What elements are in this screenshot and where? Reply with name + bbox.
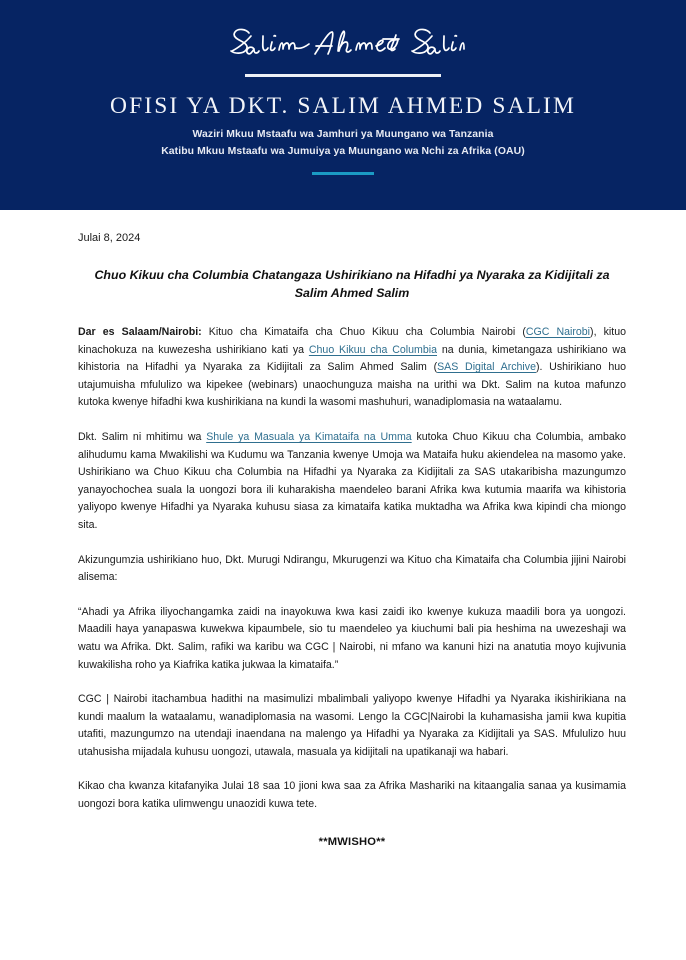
link-sas-digital-archive[interactable]: SAS Digital Archive	[437, 361, 536, 374]
paragraph-lead	[78, 324, 626, 412]
office-title: OFISI YA DKT. SALIM AHMED SALIM	[110, 93, 576, 119]
paragraph-1-text-part-2: ), kituo kinachokuza na kuwezesha ushirikiano kati ya	[78, 326, 626, 356]
link-cgc-nairobi[interactable]: CGC Nairobi	[525, 326, 591, 338]
paragraph-quote: “Ahadi ya Afrika iliyochangamka zaidi na inayokuwa kwa kasi zaidi iko kwenye kukuza maadili bora ya uongozi. Maadili haya yanapaswa kuwekwa kipaumbele, sio tu maendeleo ya kiuchumi bali pia heshima na uwezeshaji wa watu wa Afrika. Dkt. Salim, rafiki wa karibu wa CGC | Nairobi, ni mfano wa kanuni hizi na anatutia moyo kujivunia kuwakilisha roho ya Kiafrika katika jukwaa la kimataifa.”	[78, 605, 626, 671]
signature-block	[193, 18, 493, 77]
document-title: Chuo Kikuu cha Columbia Chatangaza Ushirikiano na Hifadhi ya Nyaraka za Kidijitali za Salim Ahmed Salim	[94, 268, 610, 300]
paragraph-biography	[78, 429, 626, 535]
paragraph-1-text-part-3: na dunia, kimetangaza ushirikiano wa kihistoria na Hifadhi ya Nyaraka za Kidijitali za Salim Ahmed Salim (	[78, 343, 626, 374]
document-date: Julai 8, 2024	[78, 232, 141, 244]
office-subtitle-line-1: Waziri Mkuu Mstaafu wa Jamhuri ya Muungano wa Tanzania	[192, 129, 494, 140]
signature-divider-rule	[245, 74, 441, 77]
paragraph-1-text-part-4: ). Ushirikiano huo utajumuisha mfululizo wa kipekee (webinars) unaochunguza maisha na urithi wa Dkt. Salim na kutoa mafunzo kutoka kwenye hifadhi kwa kushirikiana na kundi la wasomi mashuhuri, wanadiplomasia na wataalamu.	[78, 361, 626, 409]
accent-divider-rule	[312, 172, 374, 175]
letterhead-banner	[0, 0, 686, 210]
paragraph-first-session: Kikao cha kwanza kitafanyika Julai 18 saa 10 jioni kwa saa za Afrika Mashariki na kitaangalia sanaa ya kusimamia uongozi bora katika ulimwengu unaozidi kuwa tete.	[78, 780, 626, 811]
signature-salim-ahmed-salim-icon	[218, 18, 468, 70]
document-body	[0, 210, 686, 848]
link-shule-ya-masuala-ya-kimataifa-na-umma[interactable]: Shule ya Masuala ya Kimataifa na Umma	[206, 430, 412, 443]
dateline-label: Dar es Salaam/Nairobi:	[78, 326, 202, 338]
office-subtitle-line-2: Katibu Mkuu Mstaafu wa Jumuiya ya Muungano wa Nchi za Afrika (OAU)	[161, 146, 525, 157]
closing-marker: **MWISHO**	[318, 835, 386, 848]
paragraph-1-text-part-1: Kituo cha Kimataifa cha Chuo Kikuu cha Columbia Nairobi (	[201, 326, 526, 338]
paragraph-2-text-part-1: Dkt. Salim ni mhitimu wa	[78, 430, 207, 443]
paragraph-partnership-details: CGC | Nairobi itachambua hadithi na masimulizi mbalimbali yaliyopo kwenye Hifadhi ya Nyaraka ikishirikiana na kundi maalum la wataalamu, wanadiplomasia na wasomi. Lengo la CGC|Nairobi la kuhamasisha jamii kwa kupitia utafiti, mazungumzo na utendaji inaendana na malengo ya Hifadhi ya Nyaraka za Kidijitali ya SAS. Mfululizo huu utahusisha mijadala kuhusu uongozi, utawala, masuala ya kidijitali na upatikanaji wa habari.	[78, 693, 626, 758]
link-chuo-kikuu-cha-columbia[interactable]: Chuo Kikuu cha Columbia	[308, 343, 437, 356]
paragraph-quote-intro: Akizungumzia ushirikiano huo, Dkt. Murugi Ndirangu, Mkurugenzi wa Kituo cha Kimataifa cha Columbia jijini Nairobi alisema:	[78, 553, 626, 584]
paragraph-2-text-part-2: kutoka Chuo Kikuu cha Columbia, ambako alihudumu kama Mwakilishi wa Kudumu wa Tanzania kwenye Umoja wa Mataifa huku akiendelea na masomo yake. Ushirikiano wa Chuo Kikuu cha Columbia na Hifadhi ya Nyaraka za Kidijitali za SAS utakaribisha mazungumzo yanayochochea suala la uongozi bora ili kuharakisha maendeleo barani Afrika kwa kutumia maarifa wa kihistoria yaliyopo kwenye Hifadhi ya Nyaraka kuhusu siasa za kimataifa katika muktadha wa Afrika kwa kipindi cha miongo sita.	[78, 430, 626, 531]
